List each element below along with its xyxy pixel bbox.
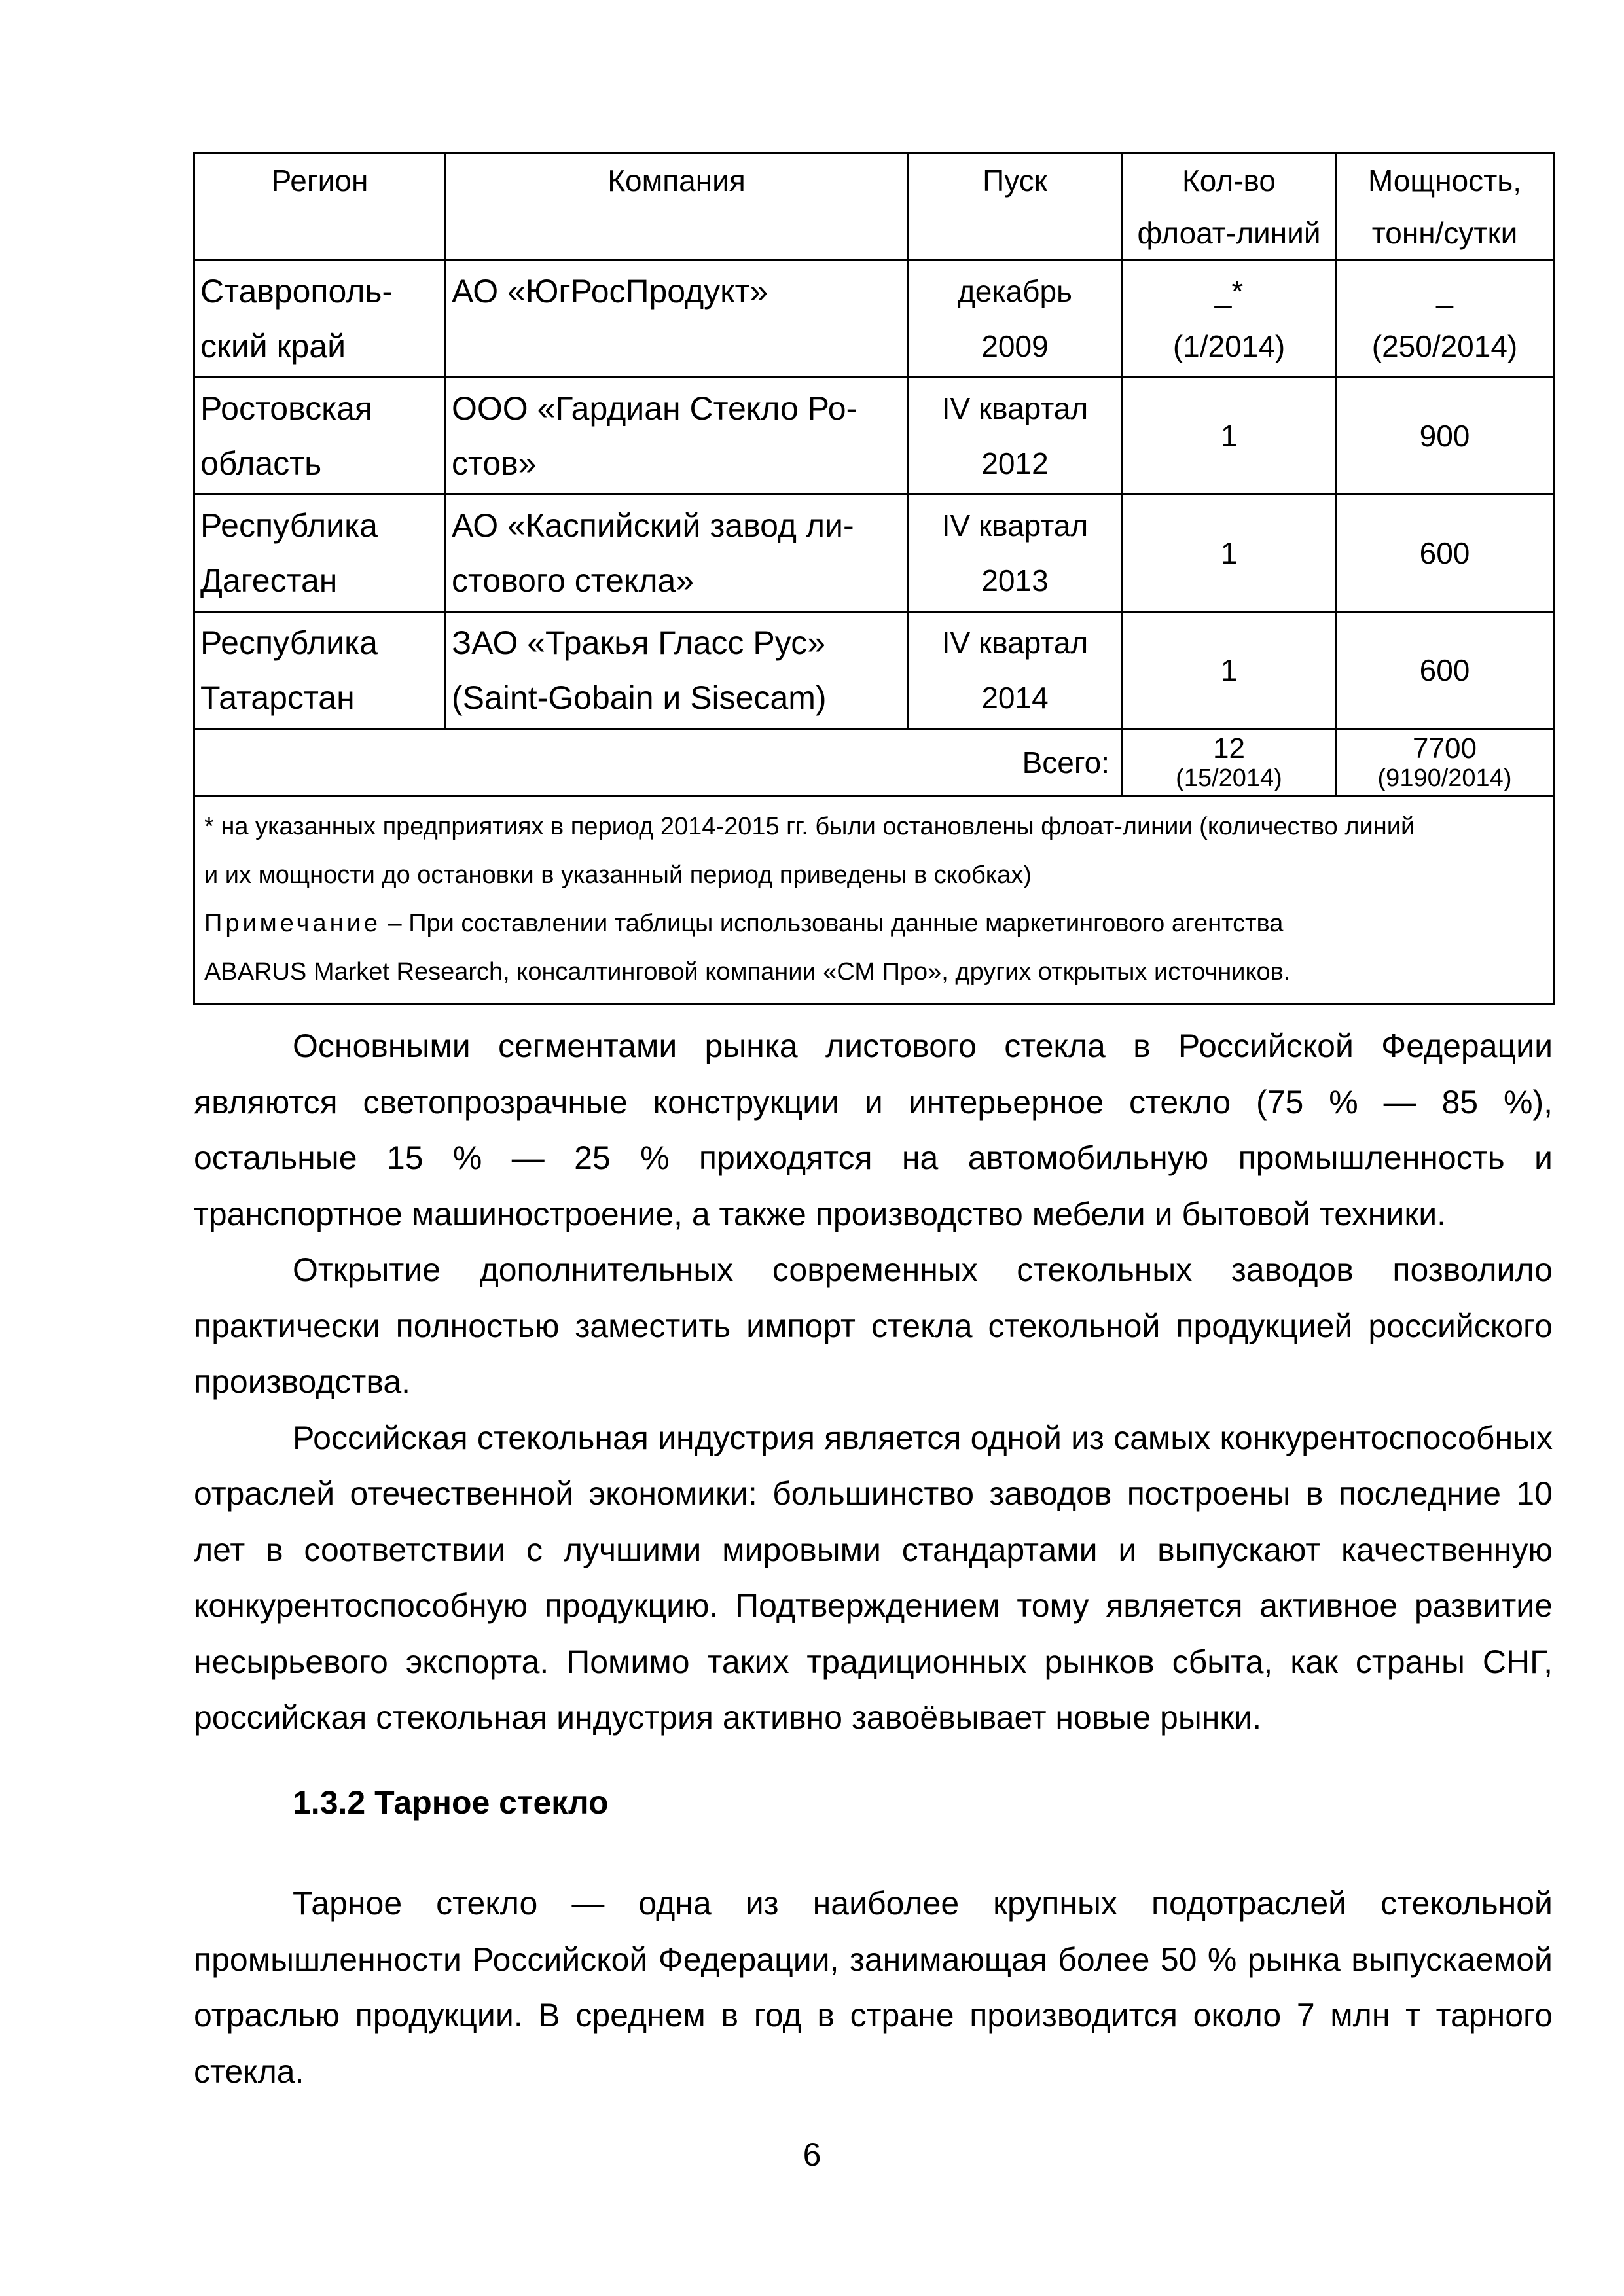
float-lines-table-wrapper [193,152,1553,1005]
footnote-line: и их мощности до остановки в указанный период приведены в скобках) [204,861,1032,889]
cell-lines: 1 [1123,495,1336,612]
body-paragraphs [194,1018,1553,1746]
header-power: Мощность, тонн/сутки [1336,154,1554,260]
cell-company: ЗАО «Тракья Гласс Рус» (Saint-Gobain и Sisecam) [446,612,908,729]
paragraph: Российская стекольная индустрия является одной из самых конкурентоспособных отраслей отечественной экономики: большинство заводов построены в последние 10 лет в соответствии с лучшими мировыми стандартами и выпускают качественную конкурентоспособную продукцию. Подтверждением тому является активное развитие несырьевого экспорта. Помимо таких традиционных рынков сбыта, как страны СНГ, российская стекольная индустрия активно завоёвывает новые рынки. [194,1419,1553,1736]
header-lines: Кол-во флоат-линий [1123,154,1336,260]
remark-line: Примечание – При составлении таблицы использованы данные маркетингового агентства [204,910,1284,937]
cell-start: декабрь 2009 [908,260,1123,378]
cell-region: Республика Дагестан [194,495,446,612]
paragraph: Основными сегментами рынка листового стекла в Российской Федерации являются светопрозрачные конструкции и интерьерное стекло (75 % — 85 %), остальные 15 % — 25 % приходятся на автомобильную промышленность и транспортное машиностроение, а также производство мебели и бытовой техники. [194,1028,1553,1232]
total-label: Всего: [194,729,1123,797]
cell-power: 600 [1336,612,1554,729]
cell-lines: 1 [1123,612,1336,729]
cell-lines: _* (1/2014) [1123,260,1336,378]
table-notes-row [194,797,1554,1004]
total-lines: 12 (15/2014) [1123,729,1336,797]
remark-label: Примечание [204,910,381,937]
cell-company: ООО «Гардиан Стекло Ро- стов» [446,378,908,495]
footnote-line: * на указанных предприятиях в период 2014-2015 гг. были остановлены флоат-линии (количество линий [204,813,1415,840]
cell-region: Ростовская область [194,378,446,495]
cell-company: АО «Каспийский завод ли- стового стекла» [446,495,908,612]
table-row [194,378,1554,495]
cell-start: IV квартал 2013 [908,495,1123,612]
cell-region: Республика Татарстан [194,612,446,729]
paragraph: Тарное стекло — одна из наиболее крупных подотраслей стекольной промышленности Российской Федерации, занимающая более 50 % рынка выпускаемой отраслью продукции. В среднем в год в стране производится около 7 млн т тарного стекла. [194,1885,1553,2090]
table-row [194,495,1554,612]
cell-power: 900 [1336,378,1554,495]
table-row [194,260,1554,378]
section-body [194,1876,1553,2100]
header-region: Регион [194,154,446,260]
remark-line: ABARUS Market Research, консалтинговой компании «СМ Про», других открытых источников. [204,958,1291,986]
cell-start: IV квартал 2012 [908,378,1123,495]
cell-lines: 1 [1123,378,1336,495]
header-company: Компания [446,154,908,260]
float-lines-table [193,152,1555,1005]
page-number: 6 [803,2136,821,2173]
header-start: Пуск [908,154,1123,260]
table-notes [194,797,1554,1004]
cell-start: IV квартал 2014 [908,612,1123,729]
paragraph: Открытие дополнительных современных стекольных заводов позволило практически полностью заместить импорт стекла стекольной продукцией российского производства. [194,1251,1553,1400]
table-total-row [194,729,1554,797]
table-row [194,612,1554,729]
cell-region: Ставрополь- ский край [194,260,446,378]
cell-company: АО «ЮгРосПродукт» [446,260,908,378]
table-header-row [194,154,1554,260]
cell-power: _ (250/2014) [1336,260,1554,378]
section-heading: 1.3.2 Тарное стекло [293,1784,609,1821]
total-power: 7700 (9190/2014) [1336,729,1554,797]
cell-power: 600 [1336,495,1554,612]
